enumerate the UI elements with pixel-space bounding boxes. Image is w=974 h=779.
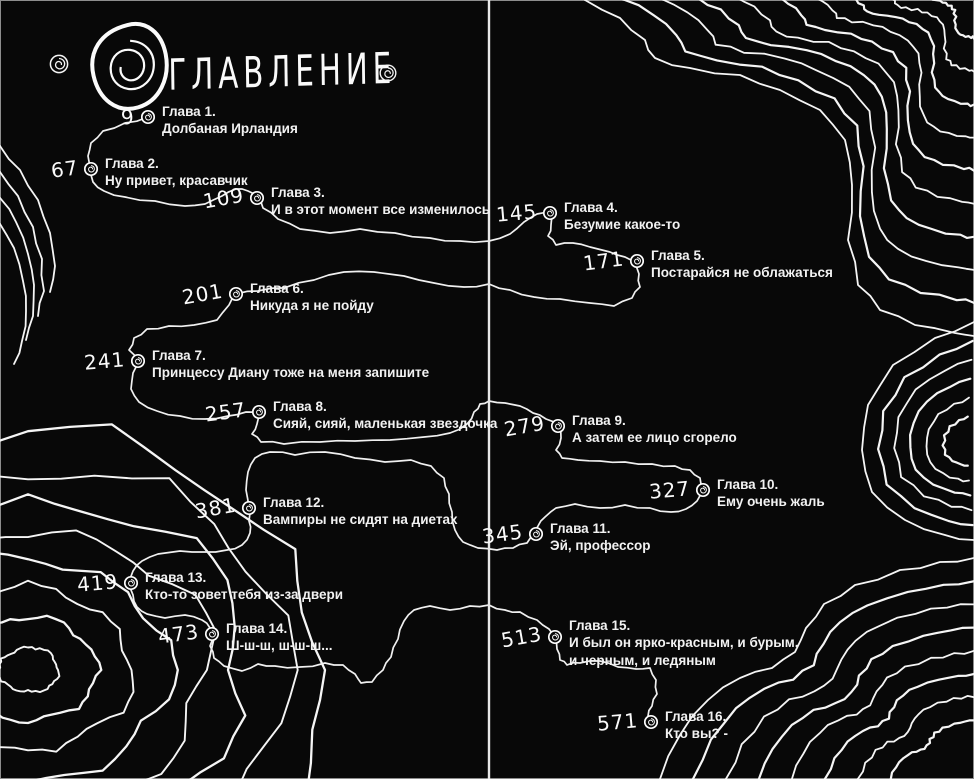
chapter-marker-spiral-icon (249, 190, 265, 206)
chapter-title: Ему очень жаль (717, 494, 825, 510)
contour-line (943, 417, 968, 466)
chapter-title: Принцессу Диану тоже на меня запишите (152, 365, 430, 381)
chapter-text-block (717, 476, 825, 511)
chapter-text-block (271, 184, 490, 219)
chapter-marker-spiral-icon (140, 109, 156, 125)
chapter-label: Глава 14. (226, 621, 288, 636)
chapter-label: Глава 8. (273, 399, 327, 414)
chapter-marker-spiral-icon (228, 286, 244, 302)
chapter-label: Глава 16. (665, 709, 727, 724)
contour-line (659, 0, 974, 270)
chapter-marker-spiral-icon (83, 161, 99, 177)
chapter-marker-spiral-icon (542, 205, 558, 221)
chapter-page-number: 513 (499, 621, 544, 653)
chapter-label: Глава 11. (550, 521, 611, 536)
contour-lines-left-edge (0, 146, 55, 364)
chapter-title: Безумие какое-то (564, 217, 681, 233)
chapter-text-block (226, 620, 333, 655)
chapter-page-number: 67 (49, 155, 80, 183)
chapter-label: Глава 5. (651, 248, 705, 263)
contour-line (0, 530, 216, 779)
spiral-ornament-left-icon (48, 53, 70, 80)
chapter-marker-spiral-icon (643, 714, 659, 730)
chapter-title: Долбаная Ирландия (162, 121, 298, 137)
chapter-marker-spiral-icon (251, 404, 267, 420)
contour-line (881, 0, 974, 71)
chapter-text-block (152, 347, 429, 382)
chapter-title: Эй, профессор (550, 538, 651, 554)
chapter-page-number: 473 (156, 619, 201, 649)
chapter-label: Глава 2. (105, 156, 159, 171)
chapter-title: И был он ярко-красным, и бурым, (569, 635, 799, 651)
chapter-text-block (250, 280, 374, 315)
chapter-title: Кто-то зовет тебя из-за двери (145, 587, 344, 603)
spiral-ornament-right-icon (378, 63, 398, 88)
chapter-label: Глава 7. (152, 348, 206, 363)
chapter-marker-spiral-icon (241, 500, 257, 516)
chapter-title: Кто вы? - (665, 726, 728, 742)
chapter-label: Глава 9. (572, 413, 626, 428)
chapter-label: Глава 4. (564, 200, 618, 215)
chapter-page-number: 145 (494, 199, 538, 227)
chapter-text-block (550, 520, 651, 555)
chapter-marker-spiral-icon (528, 526, 544, 542)
contour-line (910, 379, 970, 496)
chapter-label: Глава 3. (271, 185, 325, 200)
chapter-text-block (162, 103, 298, 138)
contour-line (792, 651, 974, 779)
chapter-label: Глава 12. (263, 495, 325, 510)
chapter-marker-spiral-icon (695, 482, 711, 498)
chapter-page-number: 419 (75, 569, 119, 597)
contour-line (918, 0, 974, 39)
chapter-page-number: 279 (502, 410, 547, 442)
chapter-marker-spiral-icon (130, 353, 146, 369)
contour-lines-top-right (585, 0, 974, 336)
chapter-text-block (572, 412, 737, 447)
page-title: ГЛАВЛЕНИЕ (168, 43, 397, 100)
contour-line (733, 0, 974, 204)
chapter-text-block (665, 708, 728, 743)
contour-line (0, 581, 133, 752)
contour-line (0, 647, 59, 692)
contour-line (891, 720, 974, 779)
chapter-text-block (263, 494, 458, 529)
chapter-page-number: 171 (581, 246, 626, 276)
chapter-page-number: 9 (120, 104, 137, 130)
chapter-marker-spiral-icon (629, 253, 645, 269)
chapter-title: Никуда я не пойду (250, 298, 374, 314)
chapter-page-number: 257 (203, 397, 248, 427)
chapter-marker-spiral-icon (204, 626, 220, 642)
contour-line (696, 0, 974, 238)
chapter-page-number: 327 (647, 476, 691, 504)
chapter-text-block (564, 199, 680, 234)
chapter-page-number: 201 (180, 278, 225, 310)
chapter-label: Глава 6. (250, 281, 304, 296)
contour-line (858, 696, 974, 779)
contour-lines-right-edge (862, 322, 974, 540)
chapter-page-number: 571 (595, 708, 639, 736)
chapter-page-number: 109 (201, 182, 246, 214)
chapter-title: Ну привет, красавчик (105, 173, 248, 189)
chapter-page-number: 241 (82, 347, 126, 375)
chapter-title: Вампиры не сидят на диетах (263, 512, 458, 528)
chapter-marker-spiral-icon (547, 629, 563, 645)
chapter-title: А затем ее лицо сгорело (572, 430, 737, 446)
contour-line (807, 0, 974, 138)
chapter-title: И в этот момент все изменилось (271, 202, 490, 218)
chapter-page-number: 381 (193, 492, 238, 524)
contour-line (0, 616, 101, 723)
contour-line (927, 398, 970, 482)
chapter-text-block (651, 247, 833, 282)
chapter-text-block (569, 617, 799, 669)
chapter-title: и черным, и ледяным (569, 652, 716, 668)
chapter-text-block (273, 398, 497, 433)
chapter-title: Постарайся не облажаться (651, 265, 833, 281)
chapter-label: Глава 10. (717, 477, 779, 492)
contour-line (0, 172, 44, 316)
chapter-title: Ш-ш-ш, ш-ш-ш... (226, 638, 333, 654)
chapter-marker-spiral-icon (123, 575, 139, 591)
contour-line (0, 224, 26, 364)
chapter-title: Сияй, сияй, маленькая звездочка (273, 416, 498, 432)
chapter-page-number: 345 (480, 519, 525, 549)
chapter-label: Глава 13. (145, 570, 207, 585)
chapter-text-block (145, 569, 343, 604)
chapter-marker-spiral-icon (550, 418, 566, 434)
chapter-label: Глава 1. (162, 104, 216, 119)
chapter-label: Глава 15. (569, 618, 631, 633)
